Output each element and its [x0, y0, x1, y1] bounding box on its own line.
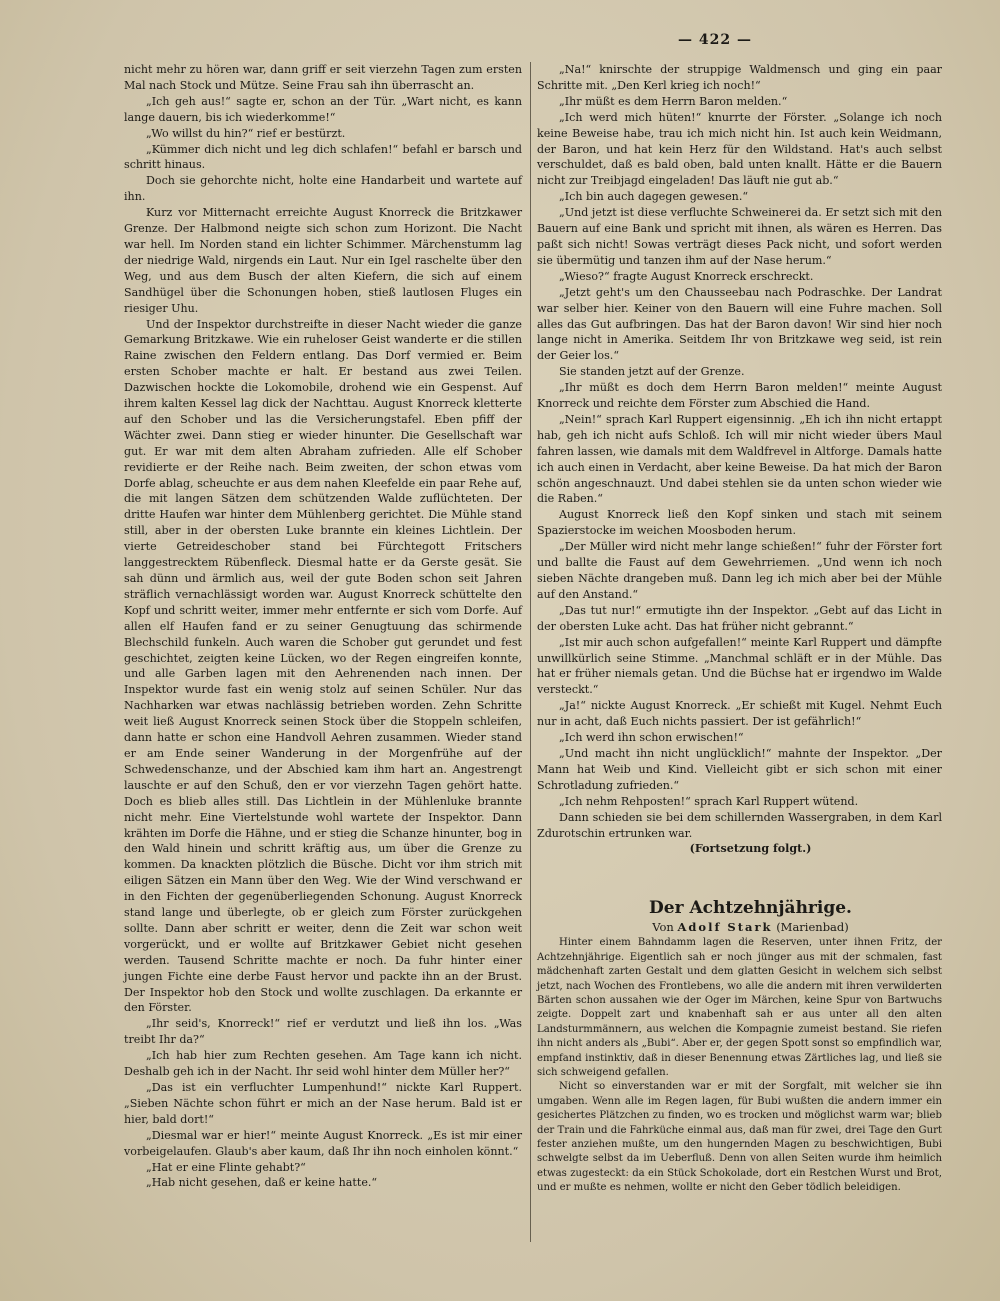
right-paragraph: „Jetzt geht's um den Chausseebau nach Podraschke. Der Landrat war selber hier. Keiner von den Bauern will eine Fuhre machen. Soll alles das Gut aufbringen. Das hat der Baron davon! Wir sind hier noch lange nicht in Amerika. Seitdem Ihr von Britzkawe weg seid, ist rein der Geier los.“: [537, 285, 942, 363]
article-paragraph: Hinter einem Bahndamm lagen die Reserven, unter ihnen Fritz, der Achtzehnjährige. Eigentlich sah er noch jünger aus mit der schmalen, fast mädchenhaft zarten Gestalt und dem glatten Gesicht in welchem sich selbst jetzt, nach Wochen des Frontlebens, wo alle die andern mit ihren verwilderten Bärten schon aussahen wie der Oger im Märchen, keine Spur von Bartwuchs zeigte. Doppelt zart und knabenhaft sah er aus unter all den alten Landsturmmännern, aus welchen die Kompagnie zumeist bestand. Sie riefen ihn nicht anders als „Bubi“. Aber er, der gegen Spott sonst so empfindlich war, empfand instinktiv, daß in dieser Benennung etwas Zärtliches lag, und ließ sie sich schweigend gefallen.: [537, 937, 942, 1078]
right-paragraph: „Ich bin auch dagegen gewesen.“: [559, 190, 749, 204]
page-number-text: — 422 —: [678, 32, 752, 48]
right-paragraph: „Ihr müßt es doch dem Herrn Baron melden!“ meinte August Knorreck und reichte dem Förster zum Abschied die Hand.: [537, 381, 942, 411]
left-paragraph: „Das ist ein verfluchter Lumpenhund!“ nickte Karl Ruppert. „Sieben Nächte schon führt er mich an der Nase herum. Bald ist er hier, bald dort!“: [124, 1081, 522, 1126]
article-separator: [537, 857, 942, 897]
left-paragraph: „Hab nicht gesehen, daß er keine hatte.“: [146, 1176, 378, 1190]
left-column: [124, 62, 522, 1191]
page-number: [0, 32, 1000, 48]
left-paragraph: „Hat er eine Flinte gehabt?“: [146, 1160, 306, 1174]
left-paragraph: „Ich geh aus!“ sagte er, schon an der Tür. „Wart nicht, es kann lange dauern, bis ich wiederkomme!“: [124, 94, 522, 124]
left-paragraph: Doch sie gehorchte nicht, holte eine Handarbeit und wartete auf ihn.: [124, 174, 522, 204]
continuation-note: (Fortsetzung folgt.): [689, 842, 812, 856]
author-name: Adolf Stark: [677, 920, 773, 935]
article-body: [537, 936, 942, 1195]
right-paragraph: „Das tut nur!“ ermutigte ihn der Inspektor. „Gebt auf das Licht in der obersten Luke acht. Das hat früher nicht gebrannt.“: [537, 603, 942, 633]
article-byline: [537, 919, 942, 936]
column-divider: [530, 62, 531, 1242]
article-title: Der Achtzehnjährige.: [649, 898, 852, 919]
left-paragraph: „Kümmer dich nicht und leg dich schlafen!“ befahl er barsch und schritt hinaus.: [124, 142, 522, 172]
left-paragraph: „Ich hab hier zum Rechten gesehen. Am Tage kann ich nicht. Deshalb geh ich in der Nacht. Ihr seid wohl hinter dem Müller her?“: [124, 1049, 522, 1079]
right-paragraph: „Wieso?“ fragte August Knorreck erschreckt.: [559, 269, 814, 283]
left-paragraph: „Diesmal war er hier!“ meinte August Knorreck. „Es ist mir einer vorbeigelaufen. Glaub's aber kaum, daß Ihr ihn noch einholen könnt.“: [124, 1128, 522, 1158]
left-paragraph: Kurz vor Mitternacht erreichte August Knorreck die Britzkawer Grenze. Der Halbmond neigte sich schon zum Horizont. Die Nacht war hell. Im Norden stand ein lichter Schimmer. Märchenstumm lag der niedrige Wald, nirgends ein Laut. Nur ein Igel raschelte über den Weg, und aus dem Busch der alten Kiefern, die sich auf einem Sandhügel über die Schonungen hoben, stieß lautlosen Fluges ein riesiger Uhu.: [124, 206, 522, 315]
right-paragraph: „Ihr müßt es dem Herrn Baron melden.“: [559, 94, 788, 108]
right-paragraph: „Ich werd ihn schon erwischen!“: [559, 731, 744, 745]
right-paragraph: „Der Müller wird nicht mehr lange schießen!“ fuhr der Förster fort und ballte die Faust auf dem Gewehrriemen. „Und wenn ich noch sieben Nächte drangeben muß. Dann leg ich mich aber bei der Mühle auf den Anstand.“: [537, 540, 942, 601]
left-paragraph: Und der Inspektor durchstreifte in dieser Nacht wieder die ganze Gemarkung Britzkawe. Wie ein ruheloser Geist wanderte er die stillen Raine zwischen den Feldern entlang. Das Dorf vermied er. Beim ersten Schober machte er halt. Er bestand aus zwei Teilen. Dazwischen hockte die Lokomobile, drohend wie ein Gespenst. Auf ihrem kalten Kessel lag dick der Nachttau. August Knorreck kletterte auf den Schober und las die Versicherungstafel. Eben pfiff der Wächter zwei. Dann stieg er wieder hinunter. Die Gesellschaft war gut. Er war mit dem alten Abraham zufrieden. Alle elf Schober revidierte er der Reihe nach. Beim zweiten, der schon etwas vom Dorfe ablag, scheuchte er aus dem nahen Kleefelde ein paar Rehe auf, die mit langen Sätzen dem schützenden Walde zuflüchteten. Der dritte Haufen war hinter dem Mühlenberg gerichtet. Die Mühle stand still, aber in der obersten Luke brannte ein kleines Lichtlein. Der vierte Getreideschober stand bei Fürchtegott Fritschers langgestrecktem Rübenfleck. Diesmal hatte er da Gerste gesät. Sie sah dünn und ärmlich aus, weil der gute Boden schon seit Jahren sträflich vernachlässigt worden war. August Knorreck schüttelte den Kopf und schritt weiter, immer mehr entfernte er sich vom Dorfe. Auf allen elf Haufen fand er zu seiner Genugtuung das schirmende Blechschild funkeln. Auch waren die Schober gut gerundet und fest geschichtet, zeigten keine Lücken, wo der Regen eingreifen konnte, und alle Garben lagen mit den Aehrenenden nach innen. Der Inspektor wurde fast ein wenig stolz auf seinen Schüler. Nur das Nachharken war etwas nachlässig betrieben worden. Zehn Schritte weit ließ August Knorreck seinen Stock über die Stoppeln schleifen, dann hatte er schon eine Handvoll Aehren zusammen. Wieder stand er am Ende seiner Wanderung in der Morgenfrühe auf der Schwedenschanze, und der Abschied kam ihm hart an. Angestrengt lauschte er auf den Schuß, den er vor vierzehn Tagen gehört hatte. Doch es blieb alles still. Das Lichtlein in der Mühlenluke brannte nicht mehr. Eine Viertelstunde wohl wartete der Inspektor. Dann krähten im Dorfe die Hähne, und er stieg die Schanze hinunter, bog in den Wald hinein und schritt kräftig aus, um über die Grenze zu kommen. Da knackten plötzlich die Büsche. Dicht vor ihm strich mit eiligen Sätzen ein Mann über den Weg. Wie der Wind verschwand er in den Fichten der gegenüberliegenden Schonung. August Knorreck stand lange und überlegte, ob er gleich zum Förster zurückgehen sollte. Dann aber schritt er weiter, denn die Zeit war schon weit vorgerückt, und er wollte auf Britzkawer Gebiet nicht gesehen werden. Tausend Schritte machte er noch. Da fuhr hinter einer jungen Fichte eine derbe Faust hervor und packte ihn an der Brust. Der Inspektor hob den Stock und wollte zuschlagen. Da erkannte er den Förster.: [124, 317, 522, 1015]
right-paragraph: „Ich werd mich hüten!“ knurrte der Förster. „Solange ich noch keine Beweise habe, trau ich mich nicht hin. Ist auch kein Weidmann, der Baron, und hat kein Herz für den Wildstand. Hat's auch selbst verschuldet, daß es bald oben, bald unten knallt. Hätte er die Bauern nicht zur Treibjagd eingeladen! Das läuft nie gut ab.“: [537, 110, 942, 188]
right-paragraph: „Nein!“ sprach Karl Ruppert eigensinnig. „Eh ich ihn nicht ertappt hab, geh ich nicht aufs Schloß. Ich will mir nicht wieder übers Maul fahren lassen, wie damals mit dem Waldfrevel in Altforge. Damals hatte ich auch einen in Verdacht, aber keine Beweise. Da hat mich der Baron schön angeschnauzt. Und dabei stehlen sie da unten schon wieder wie die Raben.“: [537, 412, 942, 506]
right-paragraph: „Na!“ knirschte der struppige Waldmensch und ging ein paar Schritte mit. „Den Kerl krieg ich noch!“: [537, 63, 942, 92]
right-paragraph: „Und macht ihn nicht unglücklich!“ mahnte der Inspektor. „Der Mann hat Weib und Kind. Vielleicht gibt er sich schon mit einer Schrotladung zufrieden.“: [537, 746, 942, 792]
right-paragraph: Dann schieden sie bei dem schillernden Wassergraben, in dem Karl Zdurotschin ertrunken war.: [537, 810, 942, 840]
right-paragraph: „Und jetzt ist diese verfluchte Schweinerei da. Er setzt sich mit den Bauern auf eine Bank und spricht mit ihnen, als wären es Herren. Das paßt sich nicht! Sowas verträgt dieses Pack nicht, und sofort werden sie übermütig und tanzen ihm auf der Nase herum.“: [537, 206, 942, 267]
left-paragraph: „Ihr seid's, Knorreck!“ rief er verdutzt und ließ ihn los. „Was treibt Ihr da?“: [124, 1017, 522, 1047]
author-place: (Marienbad): [776, 920, 849, 935]
byline-prefix: Von: [652, 920, 674, 935]
right-paragraph: Sie standen jetzt auf der Grenze.: [559, 365, 745, 379]
right-column: [537, 62, 942, 1196]
right-paragraph: „Ich nehm Rehposten!“ sprach Karl Ruppert wütend.: [559, 794, 859, 808]
left-paragraph: nicht mehr zu hören war, dann griff er seit vierzehn Tagen zum ersten Mal nach Stock und Mütze. Seine Frau sah ihn überrascht an.: [124, 63, 522, 92]
right-paragraph: „Ist mir auch schon aufgefallen!“ meinte Karl Ruppert und dämpfte unwillkürlich seine Stimme. „Manchmal schläft er in der Mühle. Das hat er früher niemals getan. Und die Büchse hat er irgendwo im Walde versteckt.“: [537, 635, 942, 697]
right-paragraph: „Ja!“ nickte August Knorreck. „Er schießt mit Kugel. Nehmt Euch nur in acht, daß Euch nichts passiert. Der ist gefährlich!“: [537, 699, 942, 729]
right-paragraph: August Knorreck ließ den Kopf sinken und stach mit seinem Spazierstocke im weichen Moosboden herum.: [537, 508, 942, 538]
left-paragraph: „Wo willst du hin?“ rief er bestürzt.: [146, 126, 346, 140]
article-paragraph: Nicht so einverstanden war er mit der Sorgfalt, mit welcher sie ihn umgaben. Wenn alle im Regen lagen, für Bubi wußten die andern immer ein gesichertes Plätzchen zu finden, wo es trocken und möglichst warm war; blieb der Train und die Fahrküche einmal aus, daß man für zwei, drei Tage den Gurt fester anziehen mußte, um den hungernden Magen zu beschwichtigen, Bubi schwelgte selbst da im Ueberfluß. Denn von allen Seiten wurde ihm heimlich etwas zugesteckt: da ein Stück Schokolade, dort ein Restchen Wurst und Brot, und er mußte es nehmen, wollte er nicht den Geber tödlich beleidigen.: [537, 1081, 942, 1194]
